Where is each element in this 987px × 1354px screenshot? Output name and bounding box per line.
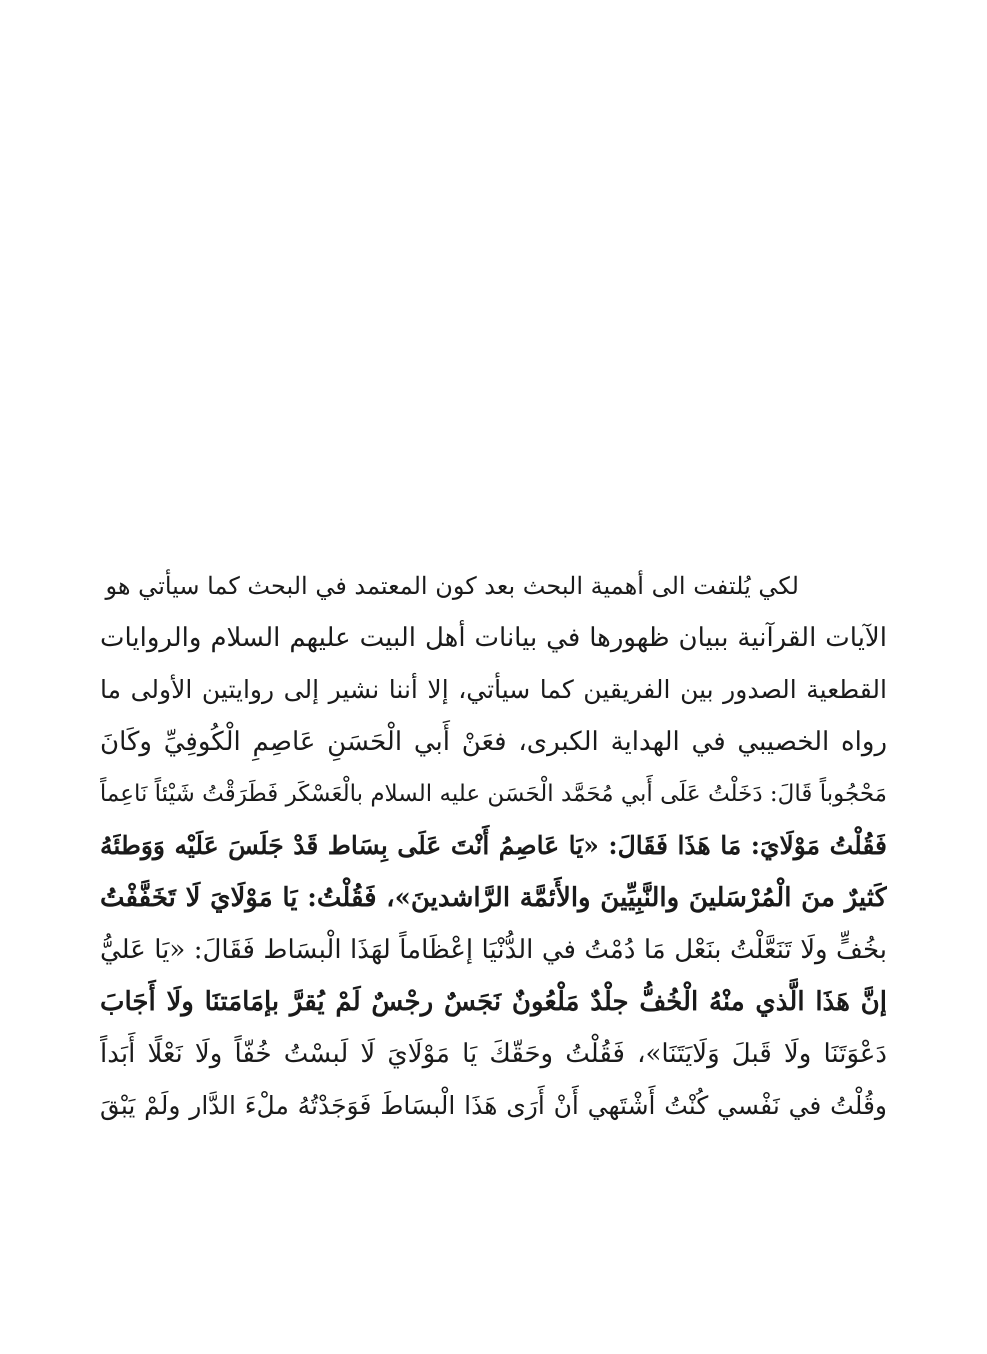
paragraph-line-1: لكي يُلتفت الى أهمية البحث بعد كون المعتمد في البحث كما سيأتي هو	[105, 572, 799, 600]
paragraph-line-5: مَحْجُوباً قَالَ: دَخَلْتُ عَلَى أَبي مُحَمَّد الْحَسَن عليه السلام بالْعَسْكَر فَطَرَقْتُ شَيْئاً نَاعِماً	[100, 781, 887, 807]
paragraph-line-4: رواه الخصيبي في الهداية الكبرى، فعَنْ أَبي الْحَسَنِ عَاصِمِ الْكُوفِيِّ وكَانَ	[100, 727, 887, 757]
paragraph-line-9: إنَّ هَذَا الَّذي منْهُ الْخُفُّ جلْدٌ مَلْعُونٌ نَجَسٌ رجْسٌ لَمْ يُقرَّ بإمَامَتنَا ولَا أَجَابَ	[100, 987, 887, 1017]
paragraph-line-11: وقُلْتُ في نَفْسي كُنْتُ أَشْتَهي أَنْ أَرَى هَذَا الْبسَاطَ فَوَجَدْتُهُ ملْءَ الدَّار ولَمْ يَبْقَ	[100, 1091, 887, 1120]
paragraph-line-7: كَثيرٌ منَ الْمُرْسَلينَ والنَّبِيِّينَ والأَئمَّة الرَّاشدينَ»، فَقُلْتُ: يَا مَوْلَايَ لَا تَخَفَّفْتُ	[100, 883, 887, 913]
paragraph	[100, 560, 887, 1132]
paragraph-line-3: القطعية الصدور بين الفريقين كما سيأتي، إلا أننا نشير إلى روايتين الأولى ما	[100, 675, 887, 704]
paragraph-line-2: الآيات القرآنية ببيان ظهورها في بيانات أهل البيت عليهم السلام والروايات	[100, 623, 887, 653]
paragraph-line-10: دَعْوَتَنَا ولَا قَبلَ وَلَايَتَنَا»، فَقُلْتُ وحَقّكَ يَا مَوْلَايَ لَا لَبسْتُ خُفّاً ولَا نَعْلًا أَبَداً	[100, 1039, 887, 1069]
paragraph-line-8: بخُفٍّ ولَا تَنَعَّلْتُ بنَعْل مَا دُمْتُ في الدُّنْيَا إعْظَاماً لهَذَا الْبسَاط فَقَالَ: «يَا عَليُّ	[100, 935, 887, 965]
paragraph-line-6: فَقُلْتُ مَوْلَايَ: مَا هَذَا فَقَالَ: «يَا عَاصِمُ أَنْتَ عَلَى بِسَاط قَدْ جَلَسَ عَلَيْه وَوَطئَهُ	[100, 831, 887, 860]
